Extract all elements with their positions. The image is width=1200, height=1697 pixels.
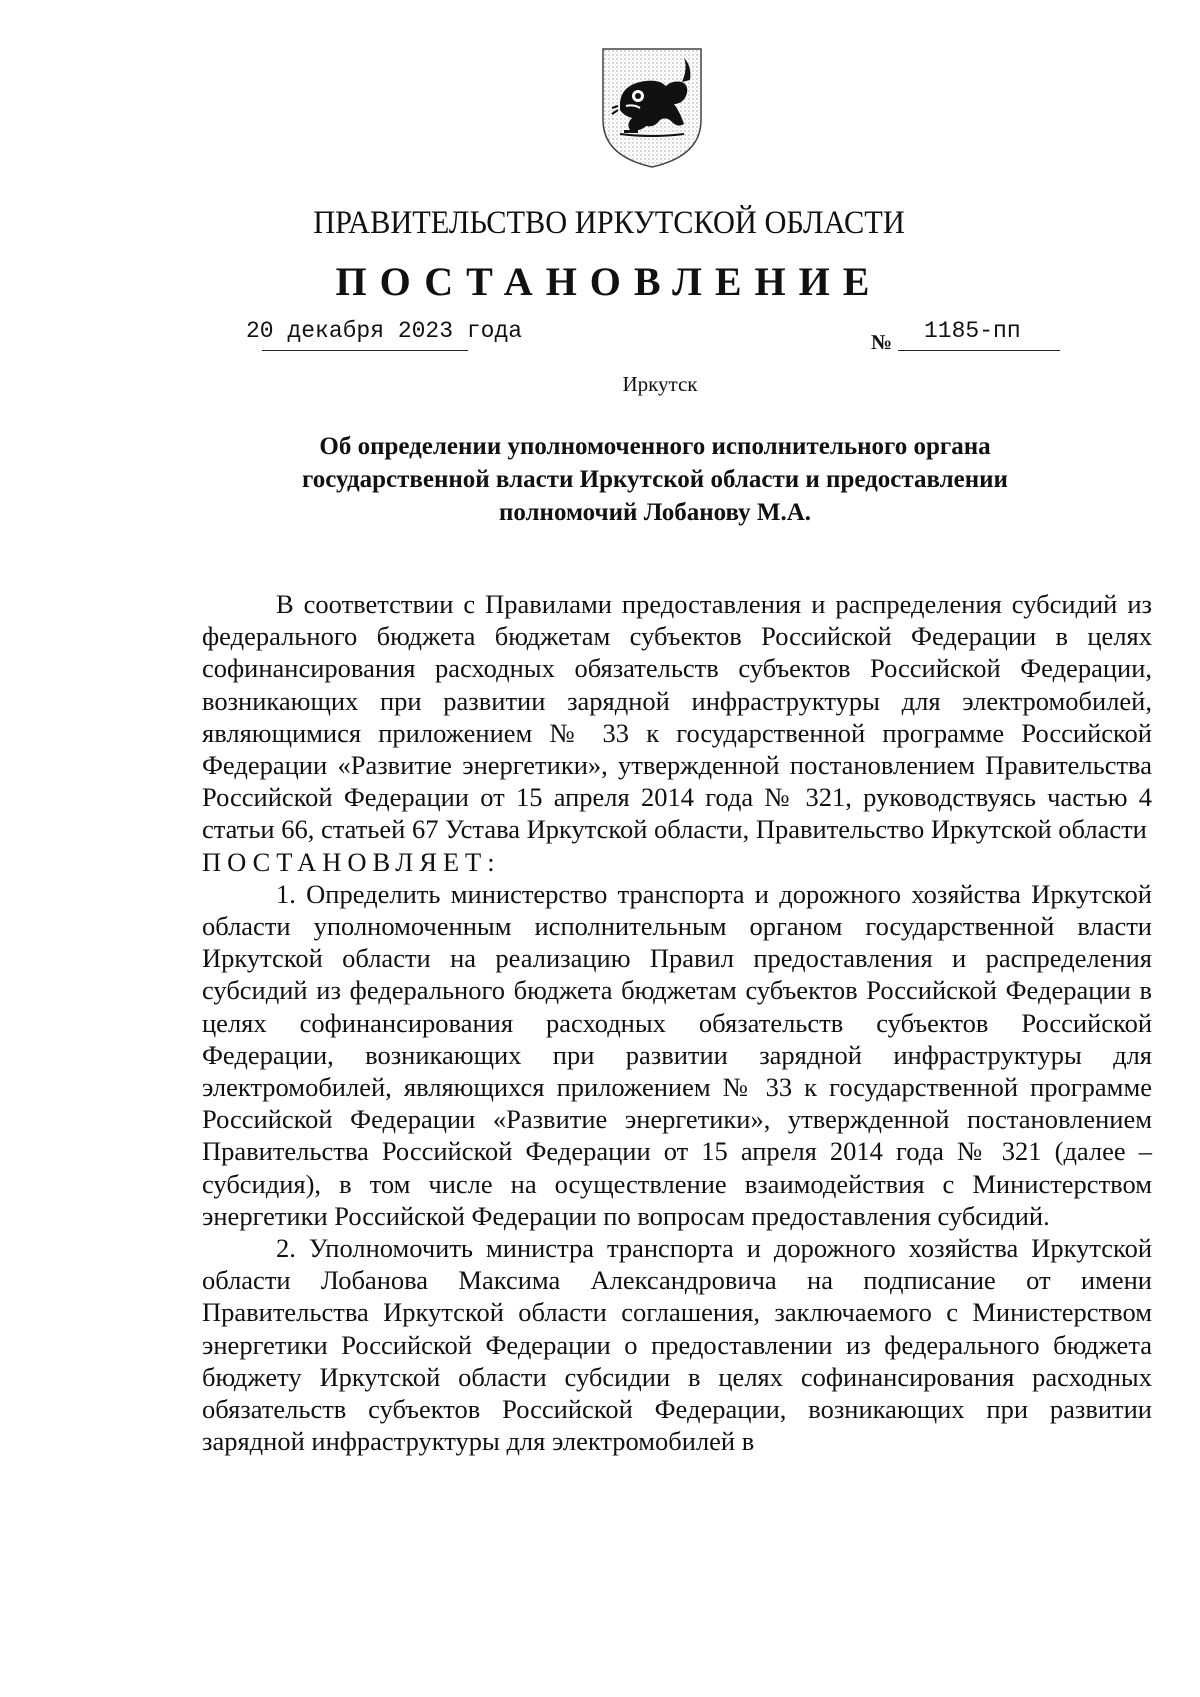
government-name: ПРАВИТЕЛЬСТВО ИРКУТСКОЙ ОБЛАСТИ xyxy=(313,205,905,241)
date-underline xyxy=(262,350,468,351)
heading-line-3: полномочий Лобанову М.А. xyxy=(498,499,812,526)
document-type-title: ПОСТАНОВЛЕНИЕ xyxy=(335,259,883,304)
item-1-paragraph: 1. Определить министерство транспорта и дорожного хозяйства Иркутской области уполномоченным исполнительным органом государственной власти Иркутской области на реализацию Правил предоставления и распределения субсидий из федерального бюджета бюджетам субъектов Российской Федерации в целях софинансирования расходных обязательств субъектов Российской Федерации, возникающих при развитии зарядной инфраструктуры для электромобилей, являющихся приложением № 33 к государственной программе Российской Федерации «Развитие энергетики», утвержденной постановлением Правительства Российской Федерации от 15 апреля 2014 года № 321 (далее – субсидия), в том числе на осуществление взаимодействия с Министерством энергетики Российской Федерации по вопросам предоставления субсидий. xyxy=(202,878,1152,1231)
document-date: 20 декабря 2023 года xyxy=(246,318,523,344)
number-sign: № xyxy=(871,330,893,354)
number-underline xyxy=(898,350,1060,351)
city-name: Иркутск xyxy=(622,372,698,396)
irkutsk-coat-of-arms-icon xyxy=(600,46,704,170)
document-body xyxy=(202,588,1152,1457)
heading-line-2: государственной власти Иркутской области и предоставлении xyxy=(302,466,1008,493)
preamble-paragraph: В соответствии с Правилами предоставления и распределения субсидий из федерального бюджета бюджетам субъектов Российской Федерации в целях софинансирования расходных обязательств субъектов Российской Федерации, возникающих при развитии зарядной инфраструктуры для электромобилей, являющимися приложением № 33 к государственной программе Российской Федерации «Развитие энергетики», утвержденной постановлением Правительства Российской Федерации от 15 апреля 2014 года № 321, руководствуясь частью 4 статьи 66, статьей 67 Устава Иркутской области, Правительство Иркутской области xyxy=(202,589,1152,845)
heading-line-1: Об определении уполномоченного исполнительного органа xyxy=(319,433,991,460)
item-2-paragraph: 2. Уполномочить министра транспорта и дорожного хозяйства Иркутской области Лобанова Максима Александровича на подписание от имени Правительства Иркутской области соглашения, заключаемого с Министерством энергетики Российской Федерации о предоставлении из федерального бюджета бюджету Иркутской области субсидии в целях софинансирования расходных обязательств субъектов Российской Федерации, возникающих при развитии зарядной инфраструктуры для электромобилей в xyxy=(202,1233,1152,1457)
document-number: 1185-пп xyxy=(924,318,1021,344)
resolves-word: ПОСТАНОВЛЯЕТ: xyxy=(202,846,501,877)
document-heading xyxy=(230,430,1080,529)
